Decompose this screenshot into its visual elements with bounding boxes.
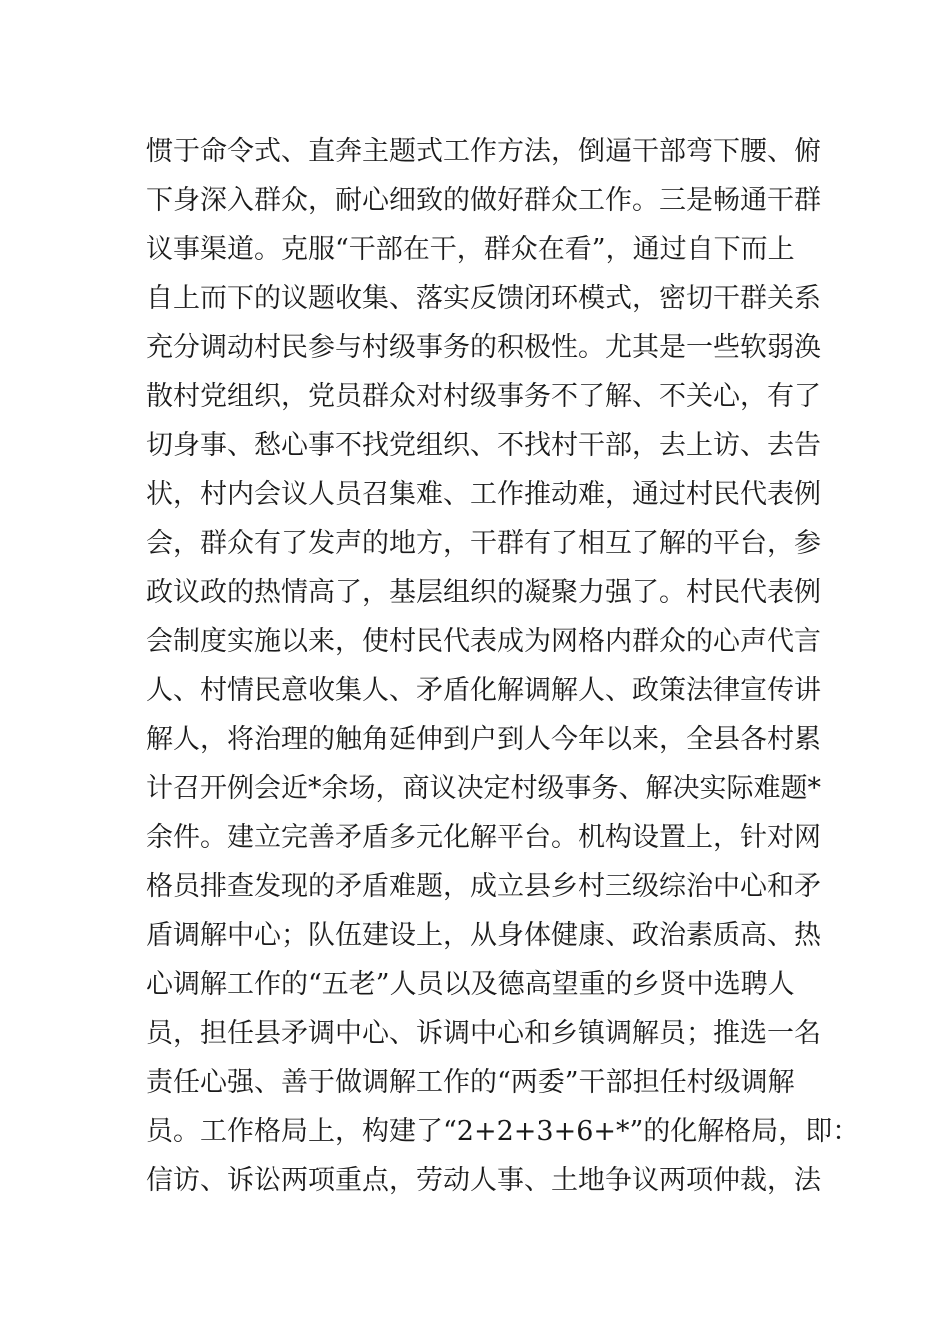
text-line: 议事渠道。克服“干部在干，群众在看”，通过自下而上 xyxy=(146,234,795,265)
text-line: 散村党组织，党员群众对村级事务不了解、不关心，有了 xyxy=(146,381,821,412)
text-line: 下身深入群众，耐心细致的做好群众工作。三是畅通干群 xyxy=(146,185,821,216)
text-line: 自上而下的议题收集、落实反馈闭环模式，密切干群关系 xyxy=(146,283,821,314)
text-line: 充分调动村民参与村级事务的积极性。尤其是一些软弱涣 xyxy=(146,332,821,363)
text-line: 信访、诉讼两项重点，劳动人事、土地争议两项仲裁，法 xyxy=(146,1165,821,1196)
text-line: 解人，将治理的触角延伸到户到人今年以来，全县各村累 xyxy=(146,724,821,755)
text-line: 盾调解中心；队伍建设上，从身体健康、政治素质高、热 xyxy=(146,920,821,951)
text-line: 员。工作格局上，构建了“2+2+3+6+*”的化解格局，即： xyxy=(146,1116,860,1147)
text-line: 计召开例会近*余场，商议决定村级事务、解决实际难题* xyxy=(146,773,821,804)
text-line: 人、村情民意收集人、矛盾化解调解人、政策法律宣传讲 xyxy=(146,675,821,706)
text-line: 员，担任县矛调中心、诉调中心和乡镇调解员；推选一名 xyxy=(146,1018,821,1049)
text-line: 会制度实施以来，使村民代表成为网格内群众的心声代言 xyxy=(146,626,821,657)
text-line: 会，群众有了发声的地方，干群有了相互了解的平台，参 xyxy=(146,528,821,559)
text-line: 状，村内会议人员召集难、工作推动难，通过村民代表例 xyxy=(146,479,821,510)
text-line: 惯于命令式、直奔主题式工作方法，倒逼干部弯下腰、俯 xyxy=(146,136,821,167)
text-line: 心调解工作的“五老”人员以及德高望重的乡贤中选聘人 xyxy=(146,969,795,1000)
text-line: 余件。建立完善矛盾多元化解平台。机构设置上，针对网 xyxy=(146,822,821,853)
text-line: 切身事、愁心事不找党组织、不找村干部，去上访、去告 xyxy=(146,430,821,461)
body-text xyxy=(146,127,860,1205)
text-line: 政议政的热情高了，基层组织的凝聚力强了。村民代表例 xyxy=(146,577,821,608)
text-line: 责任心强、善于做调解工作的“两委”干部担任村级调解 xyxy=(146,1067,795,1098)
text-line: 格员排查发现的矛盾难题，成立县乡村三级综治中心和矛 xyxy=(146,871,821,902)
